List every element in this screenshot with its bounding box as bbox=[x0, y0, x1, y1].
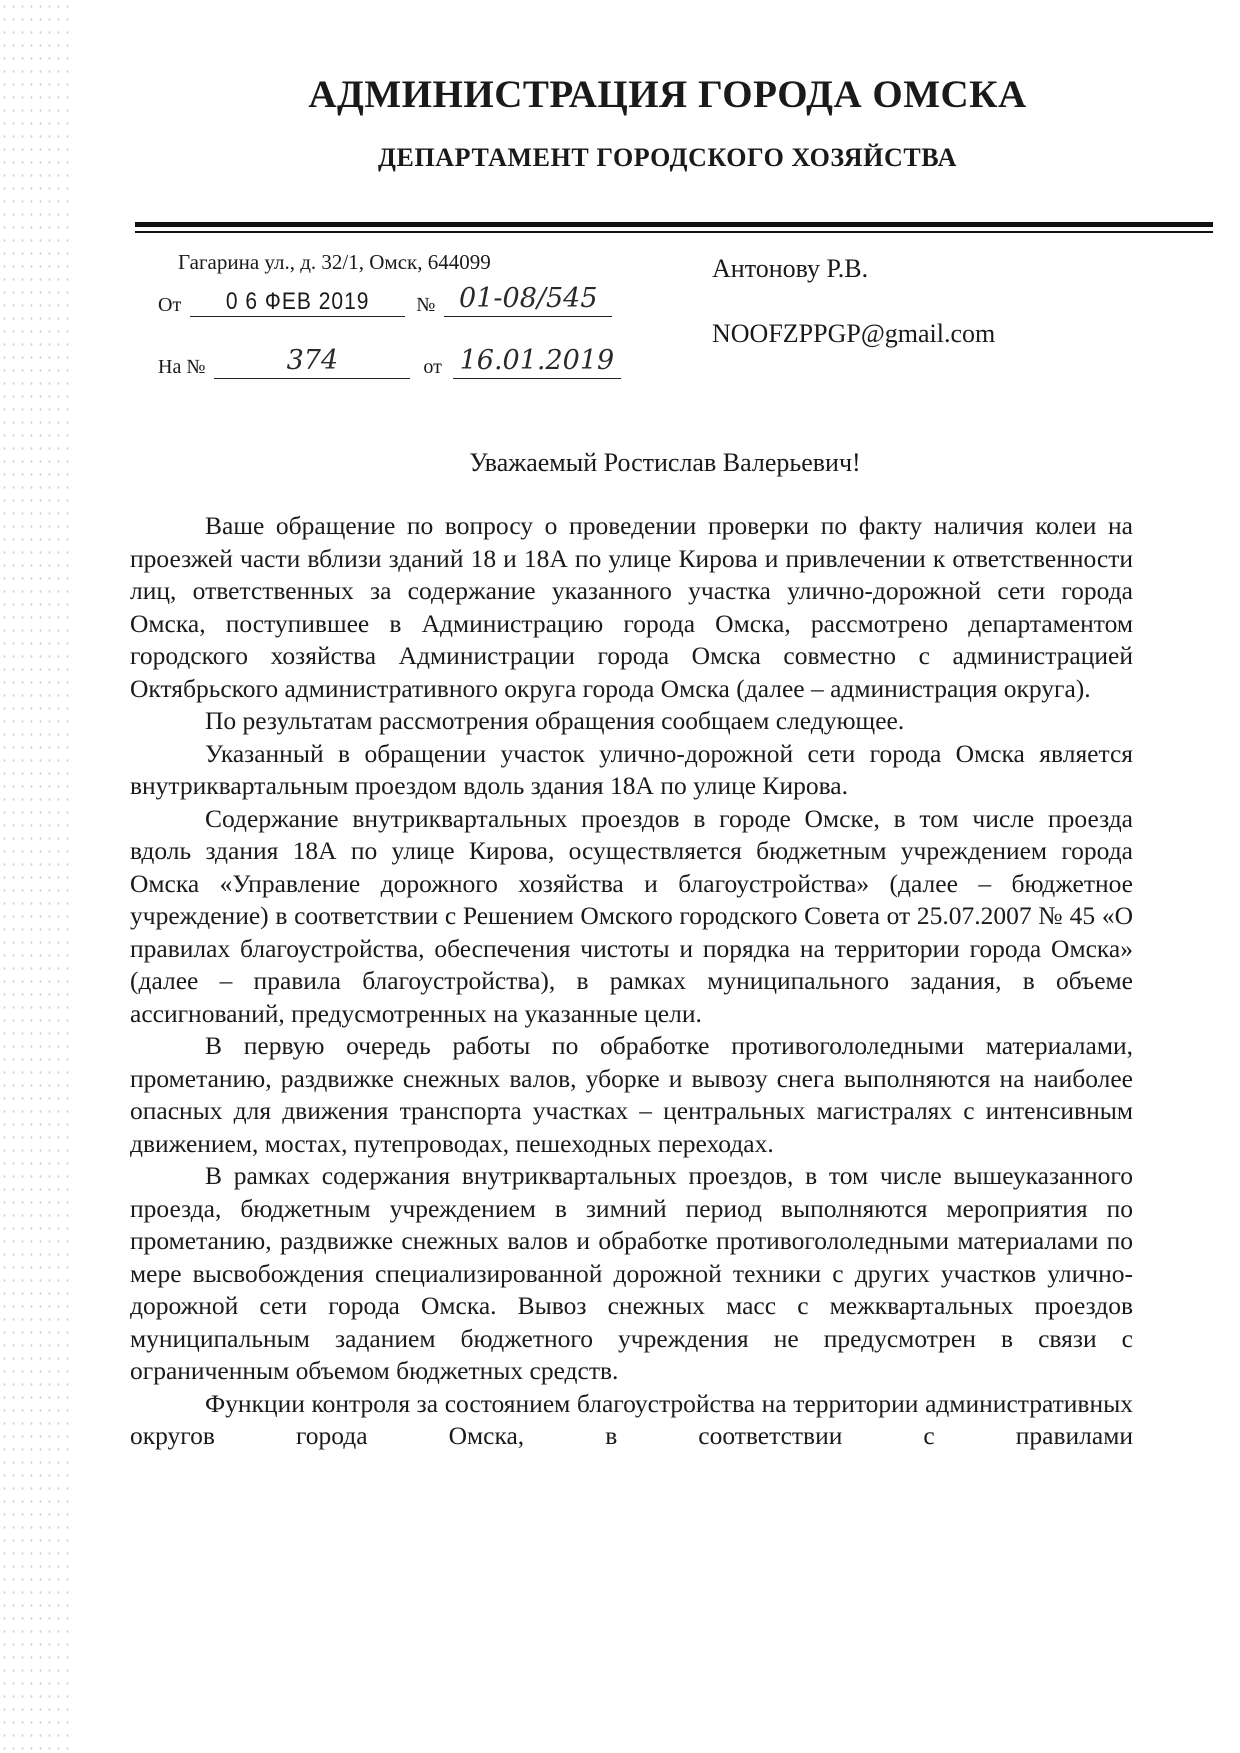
number-line bbox=[444, 283, 612, 317]
outgoing-date-row bbox=[158, 283, 612, 317]
paragraph: В рамках содержания внутриквартальных проездов, в том числе вышеуказанного проезда, бюджетным учреждением в зимний период выполняются мероприятия по прометанию, раздвижке снежных валов и обработке противогололедными материалами по мере высвобождения специализированной дорожной техники с других участков улично-дорожной сети города Омска. Вывоз снежных масс с межквартальных проездов муниципальным заданием бюджетного учреждения не предусмотрен в связи с ограниченным объемом бюджетных средств. bbox=[130, 1161, 1133, 1385]
header-rule-thin bbox=[135, 231, 1213, 233]
outgoing-number: 01-08/545 bbox=[459, 283, 598, 314]
paragraph: Ваше обращение по вопросу о проведении проверки по факту наличия колеи на проезжей части вблизи зданий 18 и 18А по улице Кирова и привлечении к ответственности лиц, ответственных за содержание указанного участка улично-дорожной сети города Омска, поступившее в Администрацию города Омска, рассмотрено департаментом городского хозяйства Администрации города Омска совместно с администрацией Октябрьского административного округа города Омска (далее – администрация округа). bbox=[130, 511, 1133, 703]
paragraph: По результатам рассмотрения обращения сообщаем следующее. bbox=[205, 706, 905, 735]
number-label: № bbox=[416, 294, 436, 316]
recipient-name: Антонову Р.В. bbox=[712, 254, 869, 283]
from-label: От bbox=[158, 294, 182, 316]
department-title: ДЕПАРТАМЕНТ ГОРОДСКОГО ХОЗЯЙСТВА bbox=[378, 143, 957, 172]
paragraph: Функции контроля за состоянием благоустройства на территории административных округов города Омска, в соответствии с правилами bbox=[130, 1388, 1133, 1450]
letter-body bbox=[130, 510, 1133, 1453]
organization-title: АДМИНИСТРАЦИЯ ГОРОДА ОМСКА bbox=[308, 73, 1027, 116]
reference-number-label: На № bbox=[158, 356, 206, 378]
paragraph: Указанный в обращении участок улично-дорожной сети города Омска является внутриквартальным проездом вдоль здания 18А по улице Кирова. bbox=[130, 738, 1133, 800]
sender-address: Гагарина ул., д. 32/1, Омск, 644099 bbox=[178, 250, 491, 274]
scan-noise-margin bbox=[0, 0, 70, 1753]
reference-date-label: от bbox=[423, 356, 442, 378]
paragraph: Содержание внутриквартальных проездов в городе Омске, в том числе проезда вдоль здания 18А по улице Кирова, осуществляется бюджетным учреждением города Омска «Управление дорожного хозяйства и благоустройства» (далее – бюджетное учреждение) в соответствии с Решением Омского городского Совета от 25.07.2007 № 45 «О правилах благоустройства, обеспечения чистоты и порядка на территории города Омска» (далее – правила благоустройства), в рамках муниципального задания, в объеме ассигнований, предусмотренных на указанные цели. bbox=[130, 803, 1133, 1028]
date-stamp: 0 6 ФЕВ 2019 bbox=[225, 288, 370, 315]
reference-date: 16.01.2019 bbox=[459, 345, 615, 376]
paragraph: В первую очередь работы по обработке противогололедными материалами, прометанию, раздвижке снежных валов, уборке и вывозу снега выполняются на наиболее опасных для движения транспорта участках – центральных магистралях с интенсивным движением, мостах, путепроводах, пешеходных переходах. bbox=[130, 1031, 1133, 1158]
recipient-email: NOOFZPPGP@gmail.com bbox=[712, 319, 996, 348]
reference-number-line bbox=[214, 345, 410, 379]
reference-row bbox=[158, 345, 621, 379]
header-rule-thick bbox=[135, 222, 1213, 227]
salutation: Уважаемый Ростислав Валерьевич! bbox=[469, 448, 861, 477]
reference-number: 374 bbox=[286, 345, 339, 376]
date-line bbox=[190, 290, 405, 317]
reference-date-line bbox=[453, 345, 621, 379]
